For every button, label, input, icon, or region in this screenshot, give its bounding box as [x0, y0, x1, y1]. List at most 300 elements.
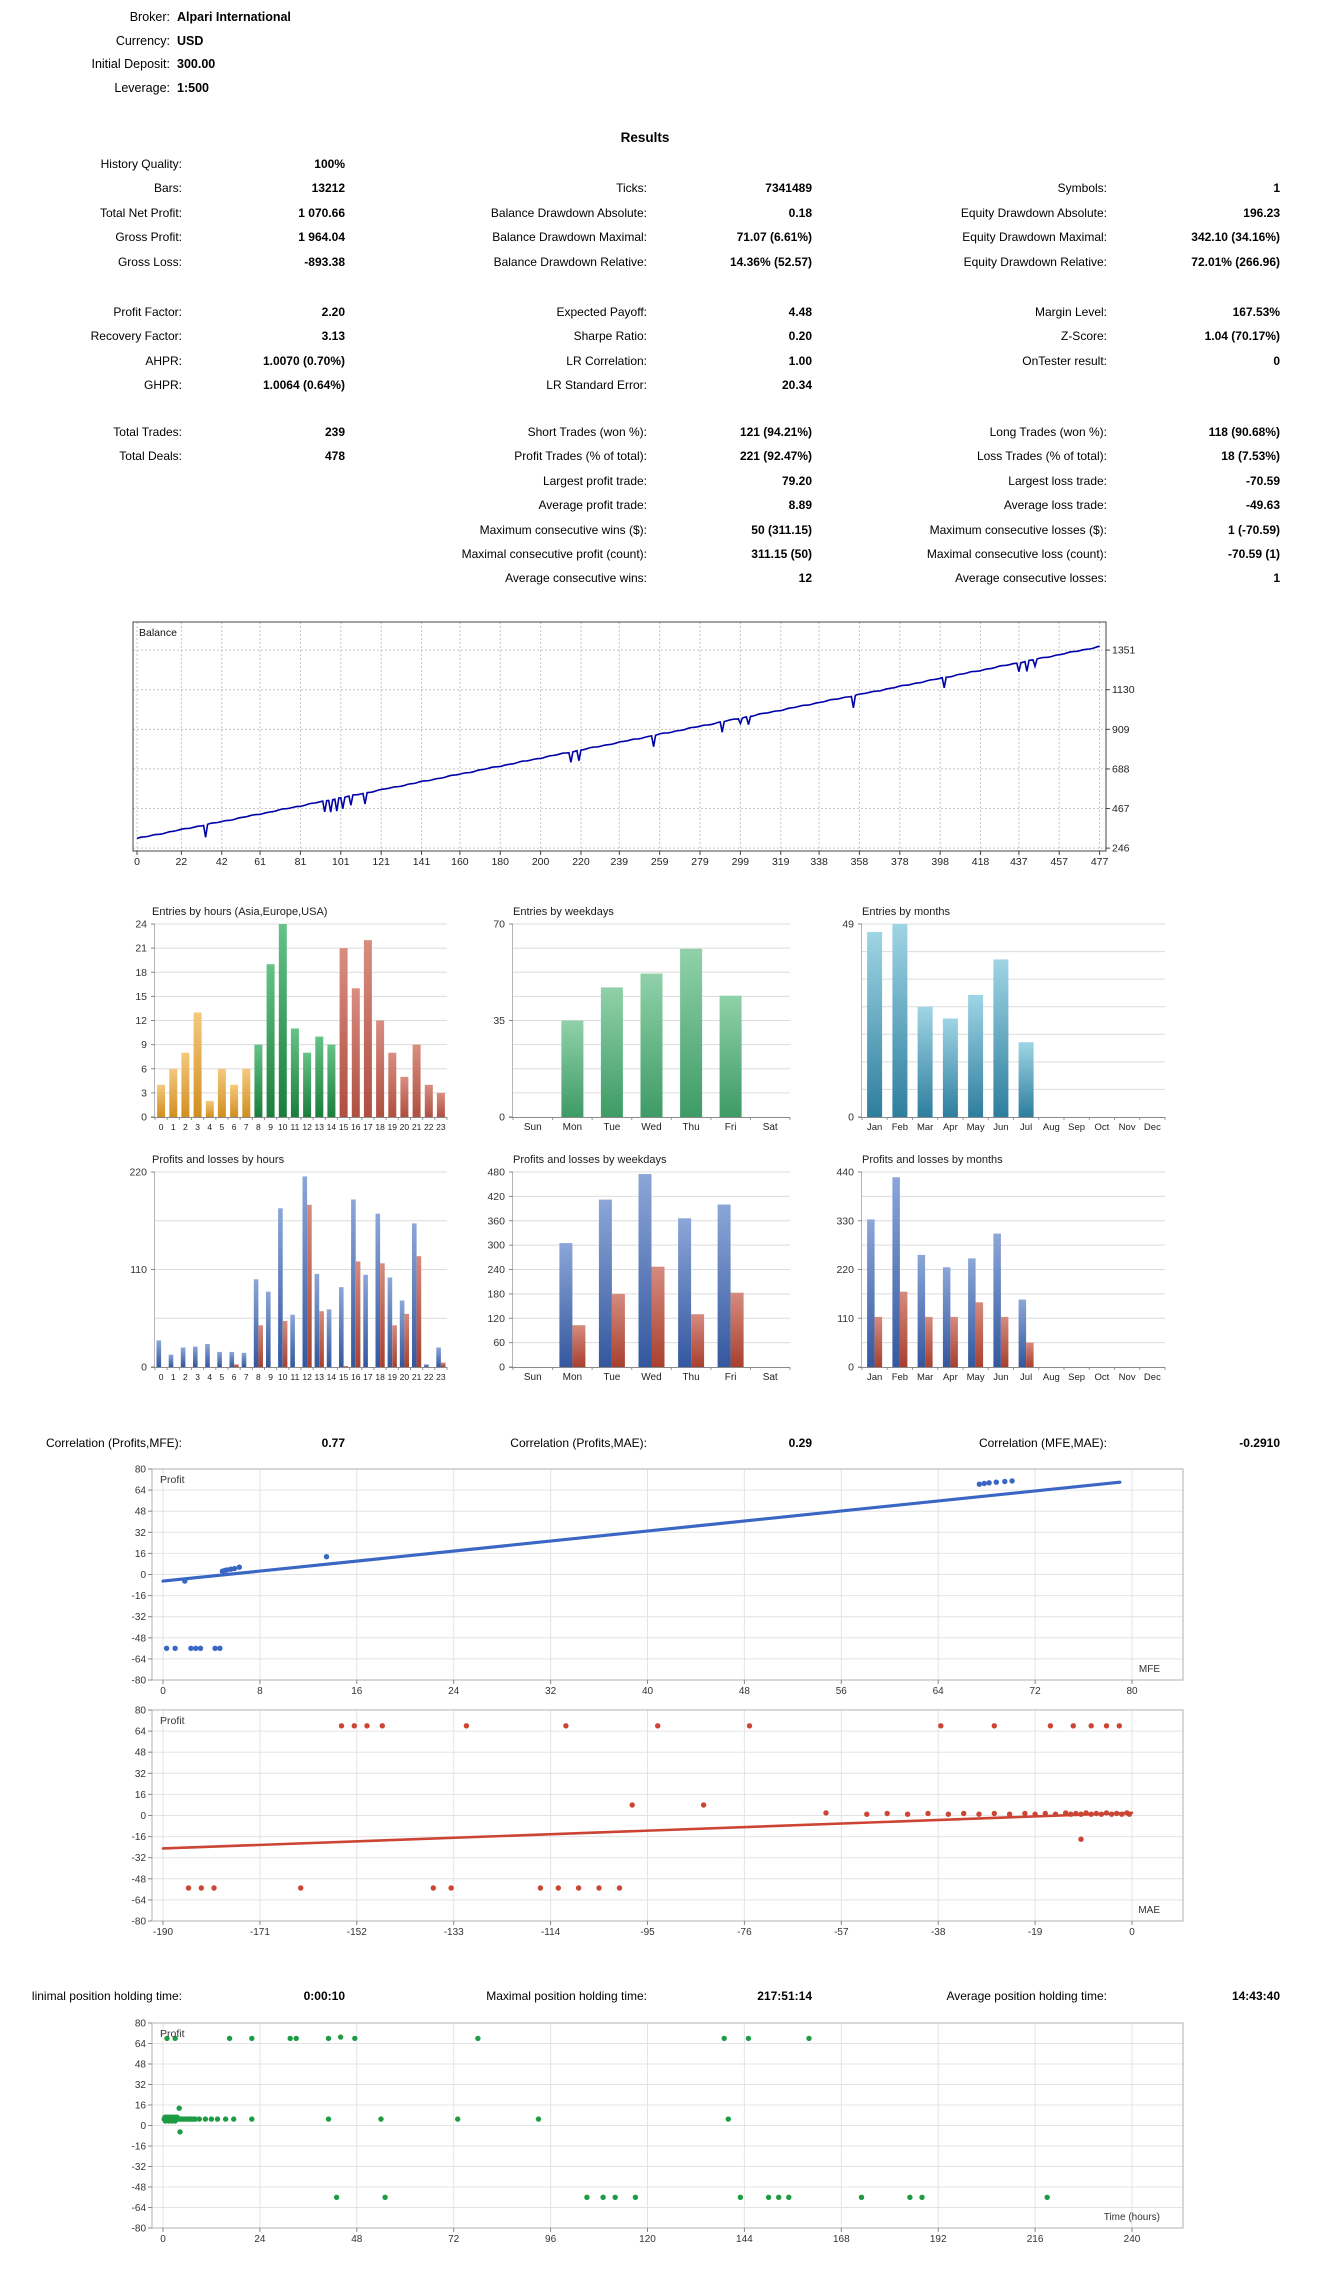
mfe-y-tick: 48	[134, 1506, 146, 1518]
stat-r3-label-c2: Average loss trade:	[1003, 498, 1107, 513]
pl_hours-bar-profit-18	[376, 1214, 381, 1367]
pl_months-bar-profit-Apr	[943, 1267, 951, 1367]
pl_hours-bar-loss-12	[307, 1205, 312, 1367]
mae-y-tick: 0	[140, 1811, 146, 1822]
pl_hours-x-label: 19	[387, 1372, 397, 1382]
pl_weekdays-bar-profit-Tue	[599, 1200, 612, 1367]
mfe-scatter-chart	[132, 1465, 1183, 1698]
entries_months-x-label: Nov	[1118, 1122, 1136, 1133]
balance-x-tick: 319	[771, 856, 790, 868]
pl_months-x-label: Sep	[1068, 1372, 1086, 1383]
pl_months-bar-loss-Apr	[950, 1317, 958, 1367]
entries_weekdays-bar-Thu	[680, 949, 702, 1117]
pl_months-x-label: Nov	[1118, 1372, 1136, 1383]
pl_weekdays-x-label: Sat	[762, 1372, 778, 1383]
stat-r1-label-c0: Recovery Factor:	[90, 329, 182, 344]
stat-r3-label-c1: LR Standard Error:	[546, 378, 647, 393]
balance-x-tick: 457	[1050, 856, 1068, 868]
entries_hours-bar-16	[352, 988, 360, 1117]
stat-r0-value-c0: 239	[324, 425, 345, 439]
mae-x-tick: -171	[249, 1927, 270, 1938]
stat-r2-value-c2: -70.59	[1245, 473, 1280, 488]
account-info-r3-value: 1:500	[177, 80, 209, 95]
balance-x-tick: 22	[175, 856, 188, 868]
mae-scatter-chart	[132, 1706, 1183, 1939]
pl_hours-bar-loss-16	[356, 1262, 361, 1368]
entries_hours-bar-20	[400, 1077, 408, 1117]
pl_months-bar-loss-Jan	[875, 1317, 883, 1367]
pl_weekdays-x-label: Wed	[641, 1372, 662, 1383]
mae-y-tick: -32	[131, 1853, 146, 1865]
balance-title: Balance	[139, 627, 177, 639]
pl_weekdays-y-tick: 120	[487, 1312, 505, 1325]
pl_hours-x-label: 0	[158, 1372, 164, 1382]
entries_hours-y-tick: 15	[135, 990, 147, 1003]
balance-y-tick: 688	[1112, 763, 1130, 776]
entries_weekdays-x-label: Tue	[603, 1122, 621, 1133]
entries_weekdays-x-label: Wed	[641, 1122, 662, 1133]
pl_hours-x-label: 13	[314, 1372, 324, 1382]
results-title: Results	[620, 130, 670, 145]
time-profit-label: Profit	[160, 2028, 185, 2040]
entries_hours-x-label: 2	[183, 1122, 188, 1132]
pl_months-bar-profit-Feb	[892, 1177, 900, 1367]
pl_hours-bar-loss-15	[344, 1366, 349, 1367]
entries_months-x-label: Dec	[1143, 1122, 1161, 1133]
mfe-x-tick: 40	[641, 1686, 654, 1697]
time-axis-label: Time (hours)	[1103, 2212, 1160, 2223]
time-y-tick: 32	[134, 2080, 146, 2091]
stat-r2-label-c2: Equity Drawdown Absolute:	[960, 205, 1107, 220]
mae-profit-label: Profit	[160, 1715, 185, 1727]
pl_hours-x-label: 23	[436, 1372, 446, 1382]
entries_hours-bar-2	[181, 1053, 189, 1117]
entries_hours-bar-19	[388, 1053, 396, 1117]
time-x-tick: 48	[351, 2234, 363, 2245]
pl_hours-chart	[129, 1154, 447, 1382]
time-y-tick: 0	[140, 2121, 146, 2132]
stat-r1-value-c2: 18 (7.53%)	[1221, 449, 1280, 464]
stat-r1-value-c2: 1	[1273, 181, 1280, 196]
entries_months-bar-Mar	[918, 1007, 933, 1117]
entries_months-bar-Jul	[1019, 1042, 1034, 1117]
account-info-r0-value: Alpari International	[177, 10, 291, 24]
pl_hours-bar-loss-8	[258, 1325, 263, 1367]
pl_weekdays-bar-profit-Mon	[559, 1243, 572, 1367]
entries_weekdays-x-label: Mon	[562, 1122, 583, 1133]
stat-r3-label-c0: GHPR:	[143, 378, 182, 393]
pl_hours-y-tick: 110	[130, 1264, 147, 1276]
mae-y-tick: 80	[134, 1705, 146, 1717]
pl_hours-bar-profit-8	[254, 1279, 259, 1367]
mae-axis-label: MAE	[1138, 1905, 1160, 1916]
pl_hours-bar-profit-22	[424, 1364, 429, 1367]
pl_weekdays-x-label: Sun	[523, 1372, 542, 1383]
entries_hours-y-tick: 21	[135, 942, 147, 955]
pl_hours-x-label: 11	[290, 1372, 300, 1382]
pl_weekdays-x-label: Tue	[603, 1372, 621, 1383]
entries_months-chart	[842, 906, 1165, 1133]
pl_hours-x-label: 3	[195, 1372, 200, 1382]
stat-r1-label-c0: Total Deals:	[119, 449, 182, 464]
entries_hours-x-label: 7	[243, 1122, 249, 1132]
mfe-y-tick: 0	[140, 1570, 146, 1581]
entries_hours-x-label: 0	[158, 1122, 164, 1132]
entries_hours-x-label: 12	[302, 1122, 312, 1132]
entries_months-y-tick: 49	[842, 918, 854, 931]
pl_months-x-label: Apr	[942, 1372, 958, 1383]
stat-r0-label-c2: Margin Level:	[1034, 305, 1107, 319]
pl_hours-y-tick: 220	[129, 1166, 147, 1179]
pl_months-x-label: Jan	[866, 1372, 883, 1383]
pl_hours-bar-profit-7	[242, 1353, 247, 1367]
entries_hours-bar-5	[218, 1069, 226, 1117]
account-info-r2-value: 300.00	[177, 57, 216, 72]
entries_hours-x-label: 15	[338, 1122, 349, 1132]
balance-x-tick: 220	[572, 856, 590, 868]
mae-y-tick: -16	[131, 1832, 146, 1844]
pl_hours-bar-profit-23	[436, 1348, 441, 1368]
entries_hours-x-label: 1	[170, 1122, 176, 1132]
entries_hours-bar-22	[425, 1085, 433, 1117]
entries_weekdays-bar-Mon	[561, 1021, 583, 1118]
entries_hours-y-tick: 18	[135, 966, 147, 979]
stat-r0-value-c2: 167.53%	[1232, 305, 1280, 319]
mae-x-tick: -76	[737, 1927, 752, 1938]
pl_months-x-label: Aug	[1042, 1372, 1060, 1383]
pl_months-bar-loss-Feb	[900, 1292, 908, 1367]
entries_hours-x-label: 8	[256, 1122, 261, 1132]
balance-y-tick: 246	[1112, 842, 1130, 855]
stat-r1-label-c2: Z-Score:	[1060, 329, 1107, 344]
stat-r1-value-c0: 13212	[311, 181, 345, 196]
time-x-tick: 72	[448, 2234, 460, 2245]
stat-r3-label-c1: Balance Drawdown Maximal:	[492, 230, 647, 245]
entries_months-x-label: Apr	[942, 1122, 958, 1133]
pl_months-bar-loss-Jul	[1026, 1343, 1034, 1367]
pl_hours-x-label: 14	[326, 1372, 337, 1382]
pl_hours-x-label: 8	[256, 1372, 261, 1382]
stat-r4-value-c2: 1 (-70.59)	[1227, 522, 1280, 537]
pl_months-x-label: Mar	[916, 1372, 934, 1383]
pl_weekdays-x-label: Mon	[562, 1372, 583, 1383]
stat-r0-label-c0: History Quality:	[100, 157, 182, 171]
holding-r0-value-c1: 217:51:14	[757, 1989, 812, 2003]
stat-r1-value-c2: 1.04 (70.17%)	[1204, 329, 1280, 344]
mfe-x-tick: 24	[448, 1686, 460, 1697]
holding-r0-value-c2: 14:43:40	[1231, 1989, 1280, 2003]
account-info-r2-label: Initial Deposit:	[91, 57, 170, 72]
mfe-x-tick: 64	[932, 1686, 944, 1697]
pl_hours-bar-loss-10	[283, 1321, 288, 1367]
entries_months-bar-May	[968, 995, 983, 1117]
entries_hours-x-label: 23	[436, 1122, 446, 1132]
balance-y-tick: 467	[1112, 803, 1130, 816]
stat-r1-label-c1: Profit Trades (% of total):	[514, 449, 647, 464]
mfe-x-tick: 80	[1126, 1686, 1138, 1697]
pl_months-y-tick: 440	[836, 1166, 854, 1179]
pl_hours-bar-loss-20	[404, 1314, 409, 1367]
pl_hours-bar-profit-4	[205, 1344, 210, 1367]
stat-r4-label-c2: Maximum consecutive losses ($):	[929, 522, 1107, 537]
entries_hours-y-tick: 3	[141, 1087, 147, 1100]
pl_hours-bar-profit-9	[266, 1292, 271, 1367]
pl_hours-bar-profit-14	[327, 1309, 332, 1367]
pl_weekdays-y-tick: 240	[487, 1264, 505, 1276]
entries_hours-x-label: 9	[268, 1122, 273, 1132]
stat-r5-value-c2: -70.59 (1)	[1227, 546, 1280, 561]
mfe-x-tick: 56	[835, 1686, 847, 1697]
mfe-y-tick: -64	[131, 1654, 146, 1666]
entries_hours-y-tick: 9	[141, 1039, 147, 1052]
mae-y-tick: 32	[134, 1768, 146, 1780]
stat-r3-value-c0: 1.0064 (0.64%)	[262, 378, 345, 393]
pl_weekdays-y-tick: 180	[487, 1288, 505, 1301]
pl_hours-x-label: 5	[219, 1372, 225, 1382]
mae-x-tick: -114	[540, 1927, 561, 1938]
pl_hours-bar-profit-0	[157, 1340, 162, 1367]
time-scatter-chart	[132, 2019, 1183, 2246]
pl_hours-x-label: 22	[424, 1372, 434, 1382]
balance-x-tick: 279	[691, 856, 709, 868]
pl_weekdays-bar-loss-Wed	[652, 1267, 665, 1367]
pl_weekdays-title: Profits and losses by weekdays	[513, 1154, 667, 1166]
balance-y-tick: 1351	[1112, 644, 1136, 657]
stat-r4-label-c1: Balance Drawdown Relative:	[493, 254, 647, 269]
pl_hours-x-label: 7	[243, 1372, 249, 1382]
mfe-x-tick: 16	[351, 1686, 363, 1697]
stat-r6-value-c1: 12	[798, 571, 812, 586]
entries_months-bar-Jan	[867, 932, 882, 1117]
pl_months-x-label: Oct	[1094, 1372, 1110, 1383]
account-info-r0-label: Broker:	[129, 10, 170, 24]
entries_hours-bar-13	[315, 1037, 323, 1117]
entries_months-x-label: Sep	[1068, 1122, 1086, 1133]
pl_hours-y-tick: 0	[141, 1361, 147, 1374]
pl_hours-x-label: 12	[302, 1372, 312, 1382]
pl_weekdays-bar-loss-Mon	[572, 1325, 585, 1367]
stat-r2-value-c1: 1.00	[788, 353, 812, 368]
pl_months-x-label: Jul	[1020, 1372, 1033, 1383]
time-y-tick: -80	[131, 2223, 146, 2235]
pl_hours-bar-profit-1	[169, 1355, 174, 1367]
pl_weekdays-chart	[487, 1154, 790, 1383]
mfe-x-tick: 48	[738, 1686, 750, 1697]
stat-r0-value-c0: 2.20	[321, 305, 345, 319]
entries_months-x-label: Oct	[1094, 1122, 1110, 1133]
stat-r0-label-c1: Short Trades (won %):	[527, 425, 647, 439]
stat-r2-value-c2: 196.23	[1243, 205, 1280, 220]
mae-x-tick: -19	[1027, 1927, 1043, 1938]
entries_months-bar-Feb	[892, 924, 907, 1117]
pl_months-title: Profits and losses by months	[862, 1154, 1003, 1166]
stat-r2-label-c0: Total Net Profit:	[99, 205, 182, 220]
entries_weekdays-bar-Tue	[601, 987, 623, 1117]
mfe-trend-line	[163, 1482, 1120, 1581]
stat-r1-label-c0: Bars:	[153, 181, 182, 196]
balance-x-tick: 239	[610, 856, 629, 868]
stat-r0-label-c0: Profit Factor:	[113, 305, 182, 319]
mfe-y-tick: 80	[134, 1464, 146, 1476]
entries_hours-bar-23	[437, 1093, 445, 1117]
entries_months-x-label: Jun	[993, 1122, 1009, 1133]
stat-r3-label-c1: Average profit trade:	[538, 498, 647, 513]
balance-chart	[133, 622, 1136, 868]
entries_months-bar-Apr	[943, 1019, 958, 1118]
pl_weekdays-bar-profit-Thu	[678, 1218, 691, 1367]
account-info-r1-value: USD	[177, 33, 204, 48]
pl_months-x-label: Feb	[891, 1372, 909, 1383]
entries_hours-x-label: 16	[351, 1122, 361, 1132]
entries_hours-bar-12	[303, 1053, 311, 1117]
pl_months-bar-profit-Jul	[1019, 1300, 1027, 1367]
account-info-r1-label: Currency:	[115, 33, 170, 48]
entries_hours-y-tick: 0	[141, 1111, 147, 1124]
entries_hours-bar-18	[376, 1021, 384, 1118]
stat-r2-value-c1: 0.18	[788, 205, 812, 220]
pl_weekdays-bar-loss-Fri	[731, 1293, 744, 1367]
pl_weekdays-y-tick: 360	[487, 1215, 505, 1228]
entries_hours-bar-10	[279, 924, 287, 1117]
entries_hours-x-label: 4	[207, 1122, 213, 1132]
stat-r3-value-c1: 20.34	[781, 378, 812, 393]
time-y-tick: 16	[134, 2100, 146, 2112]
entries_hours-x-label: 18	[375, 1122, 385, 1132]
entries_months-bar-Jun	[993, 959, 1008, 1117]
pl_months-y-tick: 110	[837, 1312, 854, 1325]
pl_weekdays-y-tick: 0	[499, 1361, 505, 1374]
stat-r4-value-c0: -893.38	[304, 254, 345, 269]
balance-y-tick: 909	[1112, 723, 1130, 736]
mae-x-tick: -152	[346, 1927, 367, 1938]
entries_weekdays-y-tick: 0	[499, 1111, 505, 1124]
pl_hours-x-label: 17	[363, 1372, 373, 1382]
correlation-r0-label-c0: Correlation (Profits,MFE):	[45, 1436, 182, 1450]
entries_hours-bar-0	[157, 1085, 165, 1117]
pl_months-bar-profit-Jan	[867, 1219, 875, 1367]
balance-x-tick: 81	[294, 856, 307, 868]
pl_hours-bar-profit-3	[193, 1347, 198, 1367]
entries_hours-bar-14	[327, 1045, 335, 1117]
entries_hours-y-tick: 6	[141, 1063, 147, 1076]
mfe-y-tick: -32	[131, 1612, 146, 1624]
stat-r3-value-c2: 342.10 (34.16%)	[1191, 230, 1280, 245]
pl_hours-bar-profit-21	[412, 1223, 417, 1367]
time-x-tick: 120	[639, 2234, 656, 2245]
mfe-x-tick: 0	[160, 1686, 166, 1697]
pl_hours-bar-loss-18	[380, 1263, 385, 1367]
pl_hours-bar-loss-6	[234, 1364, 239, 1367]
stat-r4-label-c2: Equity Drawdown Relative:	[963, 254, 1107, 269]
mae-x-tick: 0	[1129, 1927, 1135, 1938]
entries_hours-x-label: 6	[231, 1122, 237, 1132]
pl_months-y-tick: 0	[848, 1361, 854, 1374]
mfe-x-tick: 72	[1029, 1686, 1041, 1697]
pl_hours-bar-profit-11	[290, 1315, 295, 1367]
stat-r2-label-c2: Largest loss trade:	[1008, 473, 1107, 488]
mae-y-tick: 64	[134, 1726, 146, 1738]
entries_hours-bar-17	[364, 940, 372, 1117]
entries_hours-bar-11	[291, 1029, 299, 1118]
pl_months-x-label: Jun	[993, 1372, 1009, 1383]
stat-r4-value-c1: 50 (311.15)	[751, 522, 812, 537]
pl_hours-bar-loss-21	[417, 1256, 422, 1367]
balance-x-tick: 0	[134, 856, 140, 868]
pl_hours-bar-profit-12	[303, 1176, 308, 1367]
entries_weekdays-y-tick: 35	[493, 1015, 505, 1027]
entries_hours-bar-9	[267, 964, 275, 1117]
pl_weekdays-bar-profit-Fri	[718, 1205, 731, 1368]
stat-r2-label-c2: OnTester result:	[1022, 353, 1107, 368]
balance-x-tick: 101	[332, 856, 350, 868]
entries_hours-y-tick: 12	[135, 1015, 147, 1027]
entries_weekdays-bar-Wed	[641, 974, 663, 1117]
balance-x-tick: 259	[650, 856, 669, 868]
entries_hours-x-label: 3	[195, 1122, 200, 1132]
pl_weekdays-y-tick: 300	[487, 1239, 505, 1252]
stat-r0-value-c1: 4.48	[788, 305, 812, 319]
time-y-tick: 80	[134, 2018, 146, 2030]
correlation-r0-value-c2: -0.2910	[1239, 1436, 1280, 1450]
correlation-r0-label-c1: Correlation (Profits,MAE):	[510, 1436, 647, 1450]
pl_months-bar-profit-Mar	[918, 1255, 926, 1367]
entries_months-title: Entries by months	[862, 906, 951, 918]
mae-y-tick: -80	[131, 1916, 146, 1928]
pl_hours-bar-profit-16	[351, 1200, 356, 1368]
entries_hours-bar-21	[413, 1045, 421, 1117]
pl_weekdays-x-label: Thu	[682, 1372, 700, 1383]
entries_hours-x-label: 5	[219, 1122, 225, 1132]
balance-x-tick: 61	[254, 856, 266, 868]
balance-x-tick: 398	[931, 856, 949, 868]
pl_weekdays-y-tick: 480	[487, 1166, 505, 1179]
stat-r0-label-c0: Total Trades:	[113, 425, 182, 439]
mae-x-tick: -190	[152, 1927, 174, 1938]
balance-x-tick: 358	[850, 856, 869, 868]
pl_weekdays-x-label: Fri	[724, 1372, 737, 1383]
pl_hours-bar-profit-15	[339, 1287, 344, 1367]
time-x-tick: 0	[160, 2234, 166, 2245]
stat-r2-label-c0: AHPR:	[145, 353, 182, 368]
stat-r6-label-c1: Average consecutive wins:	[505, 571, 647, 586]
stat-r0-label-c1: Expected Payoff:	[556, 305, 647, 319]
stat-r3-value-c1: 71.07 (6.61%)	[736, 230, 812, 245]
stat-r0-value-c0: 100%	[314, 157, 345, 171]
time-y-tick: -64	[131, 2203, 146, 2214]
mae-x-tick: -57	[834, 1927, 849, 1938]
pl_months-bar-profit-May	[968, 1258, 976, 1367]
time-x-tick: 192	[929, 2234, 947, 2245]
entries_hours-bar-4	[206, 1101, 214, 1117]
pl_weekdays-bar-loss-Tue	[612, 1294, 625, 1367]
pl_hours-title: Profits and losses by hours	[152, 1154, 285, 1166]
pl_hours-x-label: 16	[351, 1372, 361, 1382]
entries_months-x-label: Aug	[1042, 1122, 1060, 1133]
mfe-y-tick: -16	[131, 1591, 146, 1603]
pl_hours-x-label: 9	[268, 1372, 273, 1382]
pl_weekdays-bar-loss-Thu	[691, 1314, 704, 1367]
entries_weekdays-bar-Fri	[720, 996, 742, 1117]
time-x-tick: 96	[545, 2234, 557, 2245]
account-info-r3-label: Leverage:	[114, 80, 170, 95]
stat-r1-label-c2: Loss Trades (% of total):	[976, 449, 1107, 464]
pl_hours-x-label: 21	[411, 1372, 422, 1382]
pl_hours-x-label: 20	[399, 1372, 410, 1382]
pl_hours-bar-profit-19	[388, 1278, 393, 1368]
mae-y-tick: -64	[131, 1895, 146, 1907]
pl_months-y-tick: 330	[836, 1215, 854, 1228]
correlation-r0-value-c0: 0.77	[321, 1436, 345, 1450]
